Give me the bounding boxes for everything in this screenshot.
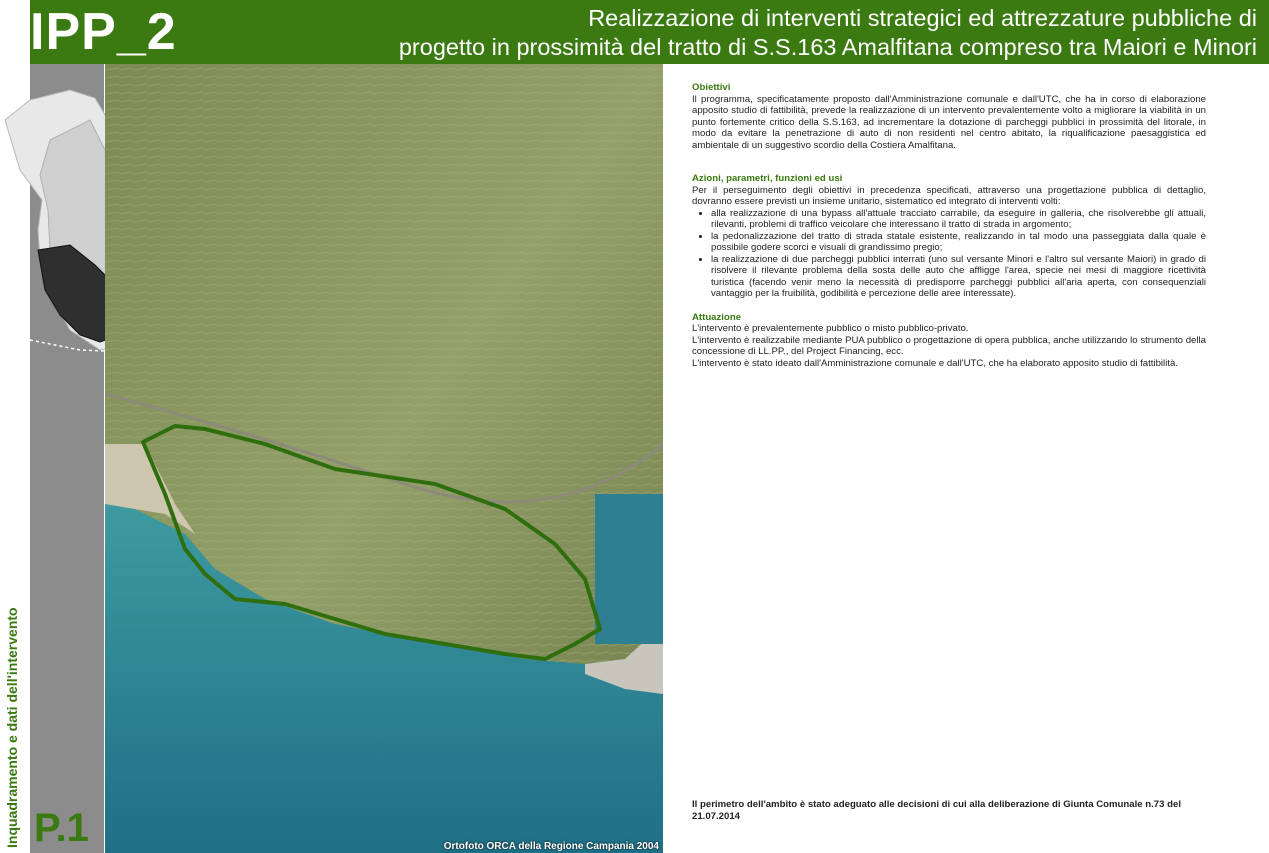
section-title: Azioni, parametri, funzioni ed usi bbox=[692, 173, 843, 184]
bullet-item: • la realizzazione di due parcheggi pubblici interrati (uno sul versante Minori e l'altro sul versante Maiori) in grado di risolvere il rilevante problema della sosta delle auto che affligge l'area, specie nei mesi di maggiore ricettività turistica (facendo venir meno la necessità di predisporre parcheggi pubblici all'aria aperta, con consequenziali vantaggio per la fruibilità, godibilità e percezione delle aree interessate). bbox=[711, 254, 1206, 300]
footnote: Il perimetro dell'ambito è stato adeguato alle decisioni di cui alla deliberazione di Giunta Comunale n.73 del 21.07.2014 bbox=[692, 799, 1182, 822]
header-bar bbox=[0, 0, 1269, 64]
section-attuazione bbox=[692, 312, 1206, 370]
bullet-item: • alla realizzazione di una bypass all'attuale tracciato carrabile, da eseguire in galleria, che risolverebbe gli attuali, rilevanti, problemi di traffico veicolare che interessano il tratto di strada in argomento; bbox=[711, 208, 1206, 231]
section-paragraph: L'intervento è stato ideato dall'Amministrazione comunale e dall'UTC, che ha elaborato apposito studio di fattibilità. bbox=[692, 357, 1178, 369]
page-title bbox=[257, 4, 1257, 62]
bullet-item: • la pedonalizzazione del tratto di strada statale esistente, realizzando in tal modo una passeggiata dalla quale è possibile godere scorci e visuali di grandissimo pregio; bbox=[711, 231, 1206, 254]
title-line-2: progetto in prossimità del tratto di S.S.163 Amalfitana compreso tra Maiori e Minori bbox=[398, 34, 1257, 60]
section-paragraph: Per il perseguimento degli obiettivi in precedenza specificati, attraverso una progettazione pubblica di dettaglio, dovranno essere previsti un insieme unitario, sistematico ed integrato di interventi volti: bbox=[692, 184, 1206, 207]
vertical-section-label: Inquadramento e dati dell'intervento bbox=[4, 607, 20, 848]
aerial-photo bbox=[105, 64, 663, 853]
aerial-photo-canvas bbox=[105, 64, 663, 853]
harbor-water bbox=[595, 494, 663, 644]
section-title: Attuazione bbox=[692, 311, 742, 323]
bullet-list bbox=[692, 208, 1206, 300]
content-column bbox=[692, 82, 1206, 391]
project-code: IPP_2 bbox=[30, 3, 177, 61]
section-paragraph: L'intervento è prevalentemente pubblico o misto pubblico-privato. bbox=[692, 323, 969, 334]
section-title: Obiettivi bbox=[692, 82, 731, 93]
title-line-1: Realizzazione di interventi strategici ed attrezzature pubbliche di bbox=[588, 5, 1257, 31]
photo-credit: Ortofoto ORCA della Regione Campania 2004 bbox=[443, 841, 659, 852]
section-paragraph: Il programma, specificatamente proposto dall'Amministrazione comunale e dall'UTC, che ha in corso di elaborazione apposito studio di fattibilità, prevede la realizzazione di un intervento prevalentemente volto a migliorare la viabilità in un punto fortemente critico della S.S.163, ad incrementare la dotazione di parcheggi pubblici in prossimità del litorale, in modo da evitare la penetrazione di auto di non residenti nel centro abitato, la riqualificazione paesaggistica ed ambientale di un suggestivo scordio della Costiera Amalfitana. bbox=[692, 93, 1206, 151]
section-azioni bbox=[692, 173, 1206, 300]
page-label: P.1 bbox=[34, 806, 89, 850]
section-paragraph: L'intervento è realizzabile mediante PUA pubblico o progettazione di opera pubblica, anche utilizzando lo strumento della concessione di LL.PP., del Project Financing, ecc. bbox=[692, 334, 1206, 357]
section-obiettivi bbox=[692, 82, 1206, 151]
